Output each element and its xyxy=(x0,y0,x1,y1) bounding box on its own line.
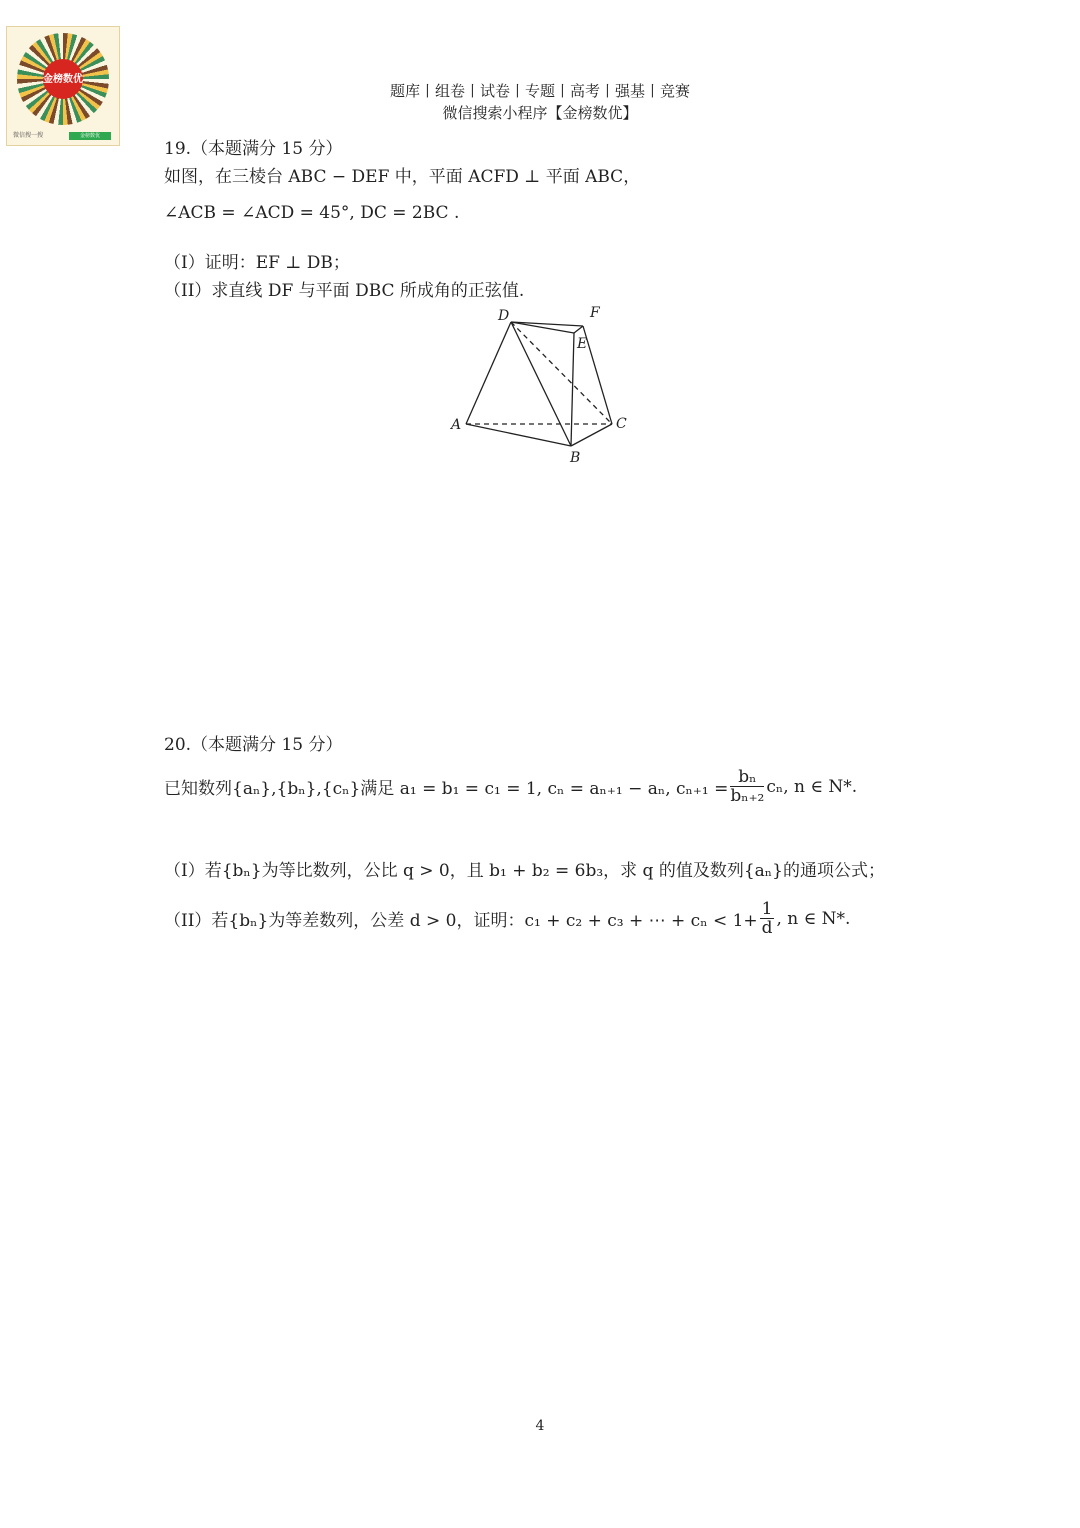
header-line-1: 题库丨组卷丨试卷丨专题丨高考丨强基丨竞赛 xyxy=(389,82,690,100)
edge-da xyxy=(466,322,511,424)
q19-line-1: 如图，在三棱台 ABC − DEF 中，平面 ACFD ⊥ 平面 ABC， xyxy=(164,167,641,187)
q20-fraction-num: bₙ xyxy=(730,768,764,787)
label-f: F xyxy=(590,305,600,321)
edge-ab xyxy=(466,424,571,446)
q20-intro xyxy=(164,768,857,805)
q20-part-2-suffix: , n ∈ N*. xyxy=(776,908,851,929)
edge-fc xyxy=(583,326,612,424)
q20-part-1: （I）若{bₙ}为等比数列，公比 q > 0，且 b₁ + b₂ = 6b₃，求 q 的值及数列{aₙ}的通项公式； xyxy=(164,861,885,881)
q19-line-2: ∠ACB = ∠ACD = 45°, DC = 2BC . xyxy=(164,203,460,223)
q19-title: 19.（本题满分 15 分） xyxy=(164,139,343,159)
edge-bc xyxy=(571,424,612,446)
page-number: 4 xyxy=(535,1418,545,1434)
q20-part-2-fraction xyxy=(760,900,775,937)
label-e: E xyxy=(577,336,588,352)
logo-footer-left: 微信搜一搜 xyxy=(13,132,44,139)
q20-fraction-den: bₙ₊₂ xyxy=(730,786,765,806)
q20-part-2 xyxy=(164,900,850,937)
q20-part-2-fraction-num: 1 xyxy=(761,899,773,919)
label-c: C xyxy=(616,416,627,432)
q20-part-2-fraction-den: d xyxy=(761,918,773,938)
q20-intro-suffix: cₙ, n ∈ N*. xyxy=(766,776,858,797)
label-b: B xyxy=(570,450,581,466)
logo-footer xyxy=(13,131,115,141)
logo-center-text: 金榜数优 xyxy=(43,59,83,99)
logo-footer-right: 金榜数优 xyxy=(69,132,111,140)
edge-eb xyxy=(571,333,574,446)
label-d: D xyxy=(498,308,510,324)
header-line-2: 微信搜索小程序【金榜数优】 xyxy=(442,104,638,122)
edge-ef xyxy=(574,326,583,333)
frustum-figure xyxy=(440,300,640,470)
label-a: A xyxy=(451,417,462,433)
q20-intro-prefix: 已知数列{aₙ},{bₙ},{cₙ}满足 a₁ = b₁ = c₁ = 1, cₙ = aₙ₊₁ − aₙ, cₙ₊₁ = xyxy=(164,779,729,799)
q20-fraction xyxy=(730,768,764,805)
q20-title: 20.（本题满分 15 分） xyxy=(164,735,343,755)
q20-part-2-prefix: （II）若{bₙ}为等差数列，公差 d > 0，证明：c₁ + c₂ + c₃ + ⋯ + cₙ < 1+ xyxy=(164,911,758,931)
q19-part-2: （II）求直线 DF 与平面 DBC 所成角的正弦值. xyxy=(164,281,525,301)
q19-part-1: （I）证明：EF ⊥ DB； xyxy=(164,253,350,273)
edge-db xyxy=(511,322,571,446)
